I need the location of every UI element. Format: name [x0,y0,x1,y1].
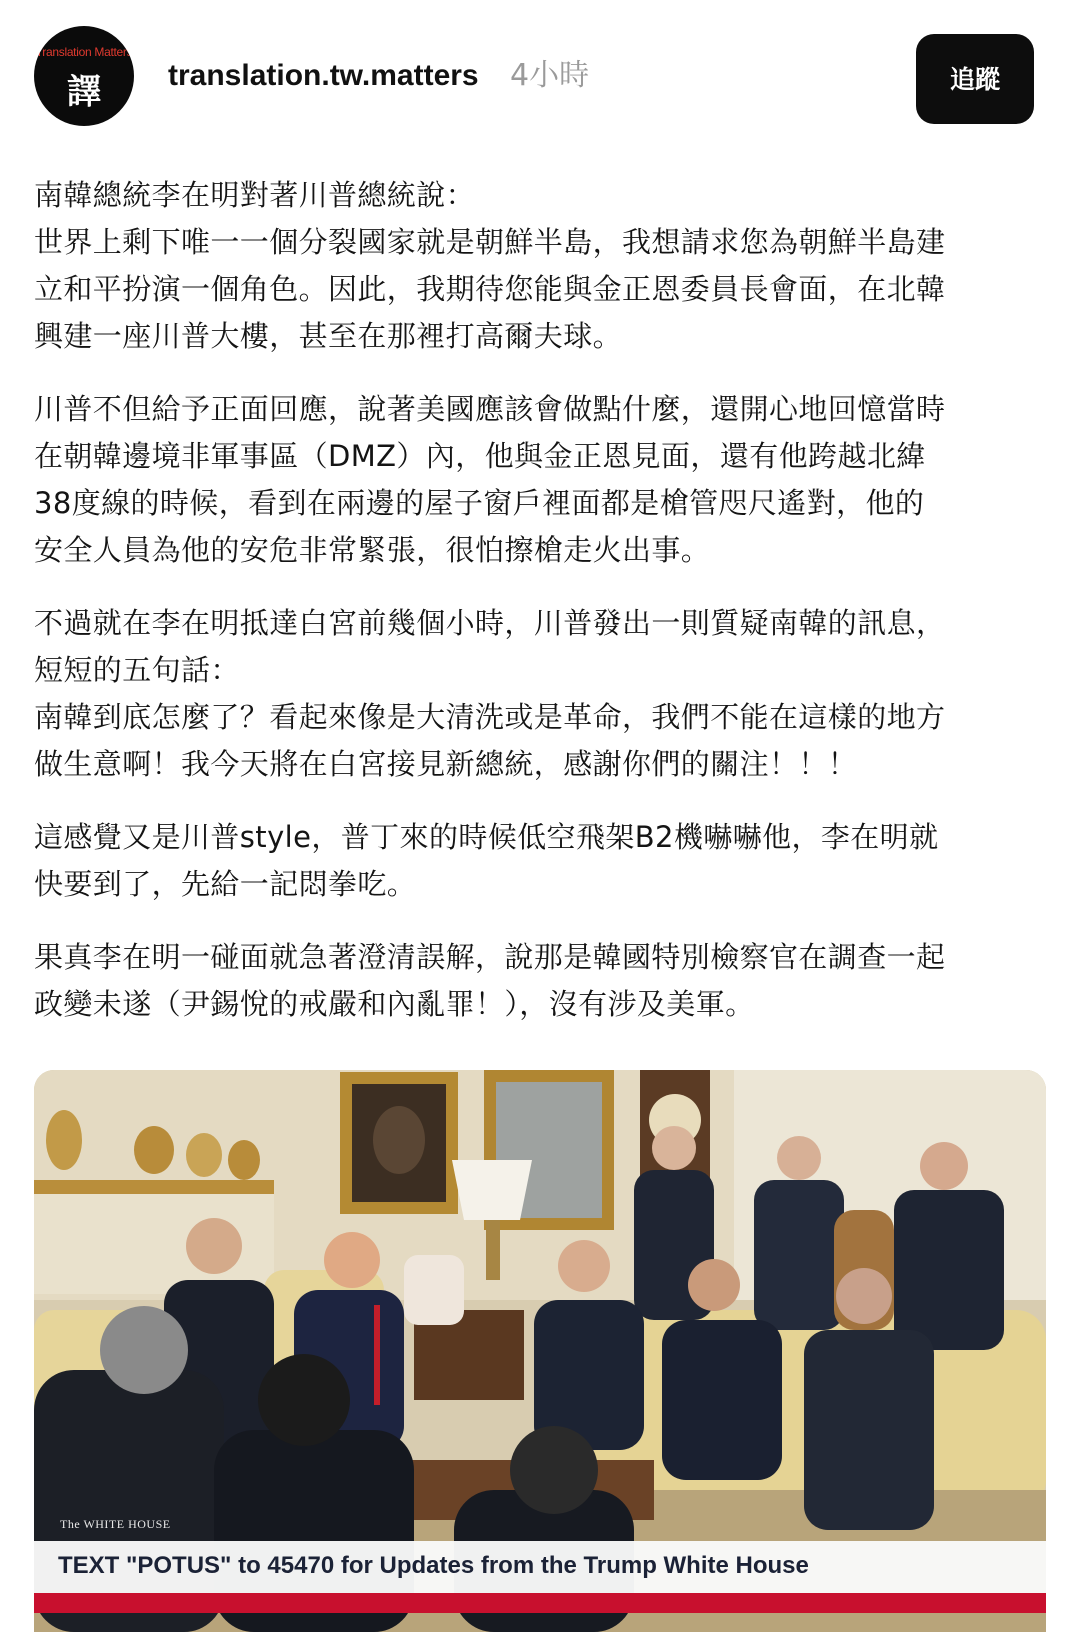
follow-button[interactable]: 追蹤 [916,34,1034,124]
post-timestamp: 4小時 [510,58,590,93]
text-line: 短短的五句話： [34,653,240,687]
text-line: 南韓到底怎麼了？看起來像是大清洗或是革命，我們不能在這樣的地方 [34,700,946,734]
white-house-watermark: The WHITE HOUSE [60,1517,171,1531]
avatar[interactable] [34,26,134,126]
text-line: 不過就在李在明抵達白宮前幾個小時，川普發出一則質疑南韓的訊息， [34,606,946,640]
text-line: 果真李在明一碰面就急著澄清誤解，說那是韓國特別檢察官在調查一起 [34,940,946,974]
text-line: 政變未遂（尹錫悅的戒嚴和內亂罪！），沒有涉及美軍。 [34,987,755,1021]
text-line: 安全人員為他的安危非常緊張，很怕擦槍走火出事。 [34,533,711,567]
text-line: 立和平扮演一個角色。因此，我期待您能與金正恩委員長會面，在北韓 [34,272,946,306]
paragraph [34,814,1004,908]
text-line: 38度線的時候，看到在兩邊的屋子窗戶裡面都是槍管咫尺遙對，他的 [34,486,925,520]
text-line: 在朝韓邊境非軍事區（DMZ）內，他與金正恩見面，還有他跨越北緯 [34,439,926,473]
avatar-logo-text: Translation Matters [35,45,133,59]
text-line: 做生意啊！我今天將在白宮接見新總統，感謝你們的關注！！！ [34,747,858,781]
post-header [34,26,1046,126]
broadcast-lower-third [34,1517,1046,1593]
author-username[interactable]: translation.tw.matters [168,59,479,92]
text-line: 南韓總統李在明對著川普總統說： [34,178,476,212]
paragraph [34,934,1004,1028]
paragraph [34,172,1004,360]
post-text [34,172,1004,1054]
text-line: 快要到了，先給一記悶拳吃。 [34,867,417,901]
paragraph [34,386,1004,574]
text-line: 世界上剩下唯一一個分裂國家就是朝鮮半島，我想請求您為朝鮮半島建 [34,225,946,259]
paragraph [34,600,1004,788]
broadcast-red-band [34,1593,1046,1613]
broadcast-ticker-text: TEXT "POTUS" to 45470 for Updates from the Trump White House [58,1552,809,1579]
text-line: 這感覺又是川普style，普丁來的時候低空飛架B2機嚇嚇他，李在明就 [34,820,939,854]
post-media-image[interactable] [34,1070,1046,1632]
avatar-logo-char: 譯 [67,72,101,112]
text-line: 興建一座川普大樓，甚至在那裡打高爾夫球。 [34,319,623,353]
text-line: 川普不但給予正面回應，說著美國應該會做點什麼，還開心地回憶當時 [34,392,946,426]
